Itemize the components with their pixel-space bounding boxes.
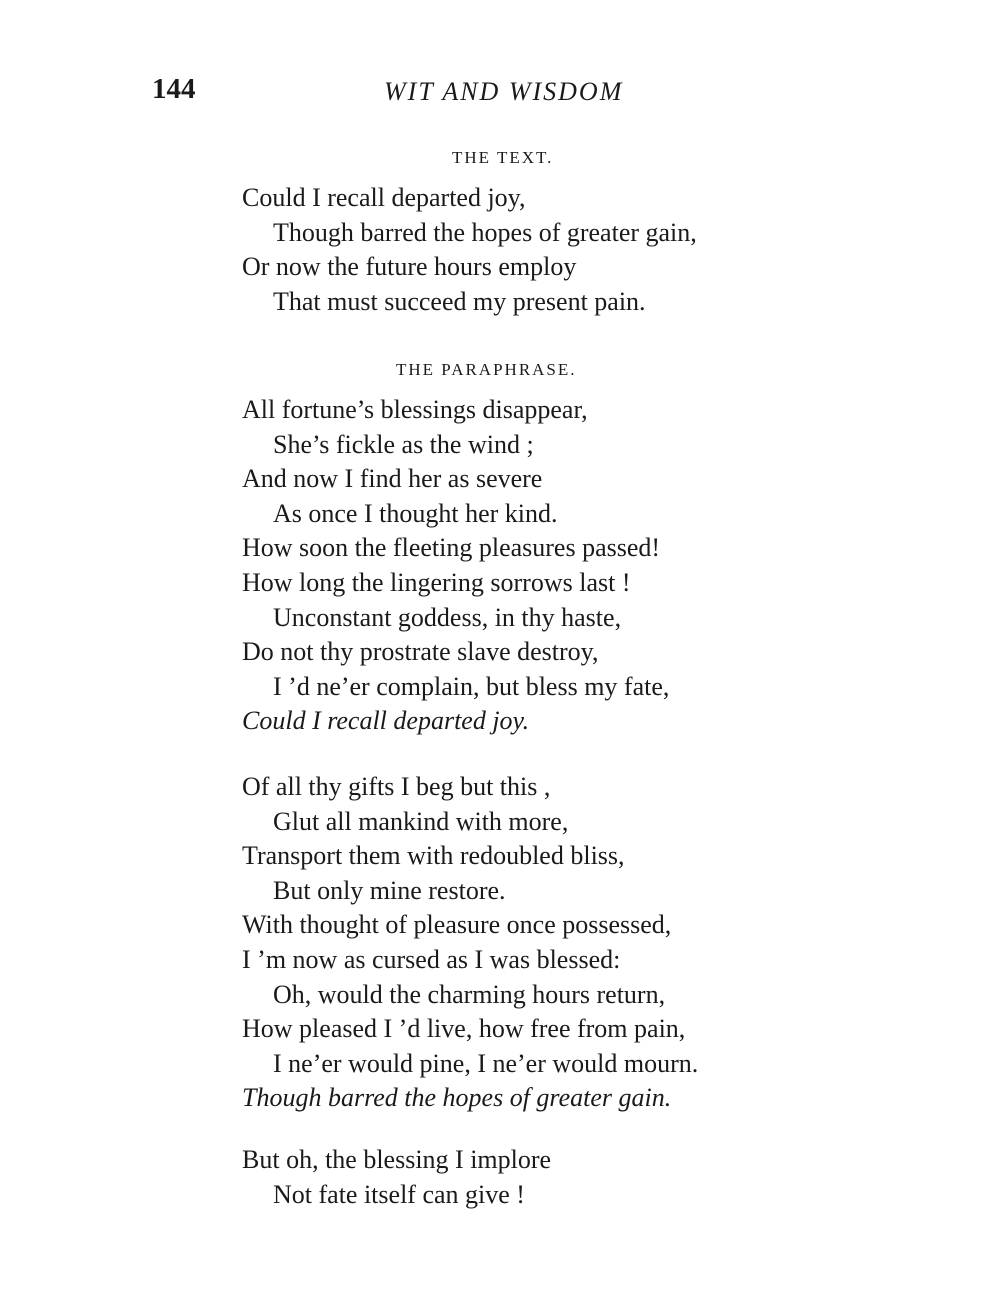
text-verse <box>242 181 697 319</box>
running-head: WIT AND WISDOM <box>384 77 624 106</box>
verse-line: With thought of pleasure once possessed, <box>242 910 672 940</box>
section-title-paraphrase: THE PARAPHRASE. <box>396 360 577 379</box>
paraphrase-stanza-2 <box>242 770 698 1116</box>
verse-line: How soon the fleeting pleasures passed! <box>242 533 661 563</box>
verse-line: Transport them with redoubled bliss, <box>242 841 625 871</box>
page-number: 144 <box>152 73 196 105</box>
verse-line: But oh, the blessing I implore <box>242 1145 552 1174</box>
verse-line: But only mine restore. <box>273 875 506 905</box>
verse-line: I ’m now as cursed as I was blessed: <box>242 944 621 974</box>
verse-line: All fortune’s blessings disappear, <box>242 395 588 424</box>
verse-line: I ne’er would pine, I ne’er would mourn. <box>273 1048 699 1078</box>
verse-line: How long the lingering sorrows last ! <box>242 567 631 597</box>
verse-line: Though barred the hopes of greater gain, <box>273 217 697 247</box>
verse-line: Oh, would the charming hours return, <box>273 979 666 1009</box>
verse-line: Glut all mankind with more, <box>273 806 569 836</box>
verse-line: Do not thy prostrate slave destroy, <box>242 637 599 667</box>
verse-line: How pleased I ’d live, how free from pain, <box>242 1014 686 1044</box>
verse-line: And now I find her as severe <box>242 464 543 494</box>
verse-line: I ’d ne’er complain, but bless my fate, <box>273 671 670 701</box>
section-title-text: THE TEXT. <box>452 148 554 167</box>
verse-line: As once I thought her kind. <box>273 498 558 528</box>
verse-line: Not fate itself can give ! <box>273 1179 525 1209</box>
verse-line: Of all thy gifts I beg but this , <box>242 772 551 801</box>
paraphrase-stanza-1 <box>242 393 669 739</box>
verse-line-refrain: Though barred the hopes of greater gain. <box>242 1083 672 1113</box>
verse-line: Or now the future hours employ <box>242 252 577 282</box>
paraphrase-stanza-3 <box>242 1143 551 1212</box>
verse-line: That must succeed my present pain. <box>273 286 646 316</box>
verse-line: She’s fickle as the wind ; <box>273 429 534 459</box>
verse-line: Could I recall departed joy, <box>242 183 526 212</box>
verse-line-refrain: Could I recall departed joy. <box>242 706 530 736</box>
verse-line: Unconstant goddess, in thy haste, <box>273 602 622 632</box>
